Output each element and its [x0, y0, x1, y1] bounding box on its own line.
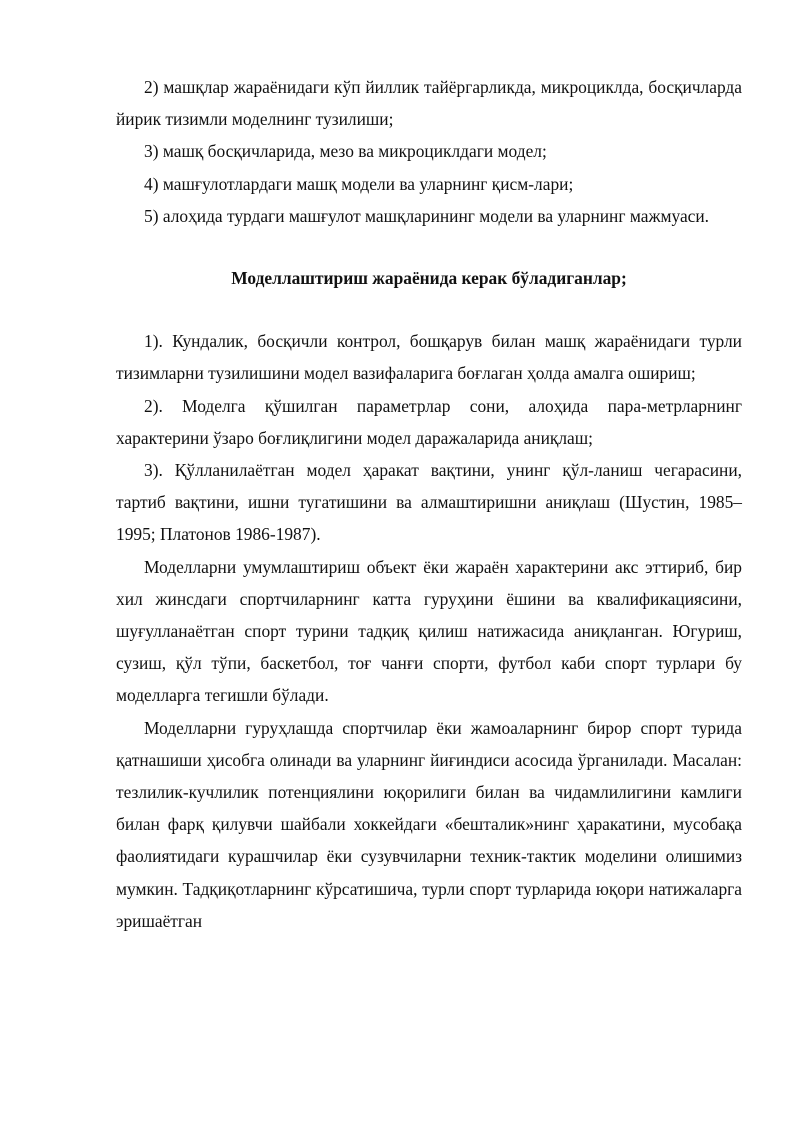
body-paragraph: Моделларни гуруҳлашда спортчилар ёки жамоаларнинг бирор спорт турида қатнашиши ҳисобга олинади ва уларнинг йиғиндиси асосида ўрганилади. Масалан: тезлилик-кучлилик потенциялини юқорилиги билан ва чидамлилигини камлиги билан фарқ қилувчи шайбали хоккейдаги «бешталик»нинг ҳаракатини, мусобақа фаолиятидаги курашчилар ёки сузувчиларни техник-тактик моделини олишимиз мумкин. Тадқиқотларнинг кўрсатишича, турли спорт турларида юқори натижаларга эришаётган — [116, 717, 742, 931]
body-paragraph: Моделларни умумлаштириш объект ёки жараён характерини акс эттириб, бир хил жинсдаги спортчиларнинг катта гуруҳини ёшини ва квалификациясини, шуғулланаётган спорт турини тадқиқ қилиш натижасида аниқланган. Югуриш, сузиш, қўл тўпи, баскетбол, тоғ чанғи спорти, футбол каби спорт турлари бу моделларга тегишли бўлади. — [116, 556, 742, 706]
spacer — [116, 232, 742, 262]
requirement-item: 3). Қўлланилаётган модел ҳаракат вақтини, унинг қўл-ланиш чегарасини, тартиб вақтини, ишни тугатишини ва алмаштиришни аниқлаш (Шустин, 1985–1995; Платонов 1986-1987). — [116, 460, 742, 545]
list-item: 2) машқлар жараёнидаги кўп йиллик тайёргарликда, микроциклда, босқичларда йирик тизимли моделнинг тузилиши; — [116, 77, 742, 130]
list-item: 5) алоҳида турдаги машғулот машқларининг модели ва уларнинг мажмуаси. — [144, 205, 710, 226]
requirement-item: 2). Моделга қўшилган параметрлар сони, алоҳида пара-метрларнинг характерини ўзаро боғлиқлигини модел даражаларида аниқлаш; — [116, 395, 742, 448]
document-page — [116, 71, 742, 937]
list-item: 4) машғулотлардаги машқ модели ва уларнинг қисм-лари; — [144, 173, 574, 194]
list-item: 3) машқ босқичларида, мезо ва микроциклдаги модел; — [144, 141, 547, 162]
requirement-item: 1). Кундалик, босқичли контрол, бошқарув билан машқ жараёнидаги турли тизимларни тузилишини модел вазифаларига боғлаган ҳолда амалга ошириш; — [116, 331, 742, 384]
section-heading: Моделлаштириш жараёнида керак бўладиганлар; — [231, 268, 627, 289]
spacer — [116, 294, 742, 325]
